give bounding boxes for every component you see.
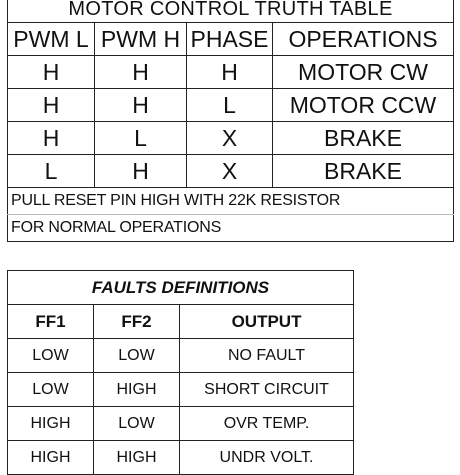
cell-ff2: LOW (94, 407, 180, 441)
cell-phase: L (187, 89, 273, 122)
table-row (8, 89, 454, 122)
header-phase: PHASE (187, 23, 273, 56)
table-row (8, 155, 454, 188)
table-row (8, 373, 354, 407)
cell-output: UNDR VOLT. (180, 441, 354, 475)
cell-output: NO FAULT (180, 339, 354, 373)
faults-header-row (8, 305, 354, 339)
cell-output: SHORT CIRCUIT (180, 373, 354, 407)
motor-control-truth-table (7, 0, 454, 242)
cell-operation: MOTOR CCW (273, 89, 454, 122)
cell-ff2: HIGH (94, 441, 180, 475)
table-row (8, 56, 454, 89)
header-pwm-l: PWM L (8, 23, 95, 56)
cell-pwm-h: H (95, 56, 187, 89)
table-row (8, 441, 354, 475)
cell-phase: X (187, 122, 273, 155)
table-row (8, 339, 354, 373)
cell-ff2: HIGH (94, 373, 180, 407)
cell-pwm-l: H (8, 56, 95, 89)
cell-operation: MOTOR CW (273, 56, 454, 89)
cell-operation: BRAKE (273, 155, 454, 188)
cell-phase: X (187, 155, 273, 188)
reset-pin-note: PULL RESET PIN HIGH WITH 22K RESISTOR (8, 188, 454, 215)
cell-output: OVR TEMP. (180, 407, 354, 441)
cell-pwm-h: H (95, 89, 187, 122)
cell-pwm-h: L (95, 122, 187, 155)
truth-table-title: MOTOR CONTROL TRUTH TABLE (8, 0, 454, 23)
table-row (8, 122, 454, 155)
cell-ff2: LOW (94, 339, 180, 373)
cell-pwm-l: H (8, 122, 95, 155)
cell-ff1: LOW (8, 373, 94, 407)
header-output: OUTPUT (180, 305, 354, 339)
header-ff2: FF2 (94, 305, 180, 339)
cell-operation: BRAKE (273, 122, 454, 155)
cell-ff1: HIGH (8, 407, 94, 441)
normal-operations-note: FOR NORMAL OPERATIONS (8, 215, 454, 242)
cell-ff1: HIGH (8, 441, 94, 475)
faults-table-title: FAULTS DEFINITIONS (8, 271, 354, 305)
header-ff1: FF1 (8, 305, 94, 339)
cell-pwm-h: H (95, 155, 187, 188)
cell-ff1: LOW (8, 339, 94, 373)
cell-pwm-l: H (8, 89, 95, 122)
cell-pwm-l: L (8, 155, 95, 188)
faults-definitions-table (7, 270, 354, 475)
table-row (8, 407, 354, 441)
cell-phase: H (187, 56, 273, 89)
header-pwm-h: PWM H (95, 23, 187, 56)
truth-table-header-row (8, 23, 454, 56)
header-operations: OPERATIONS (273, 23, 454, 56)
